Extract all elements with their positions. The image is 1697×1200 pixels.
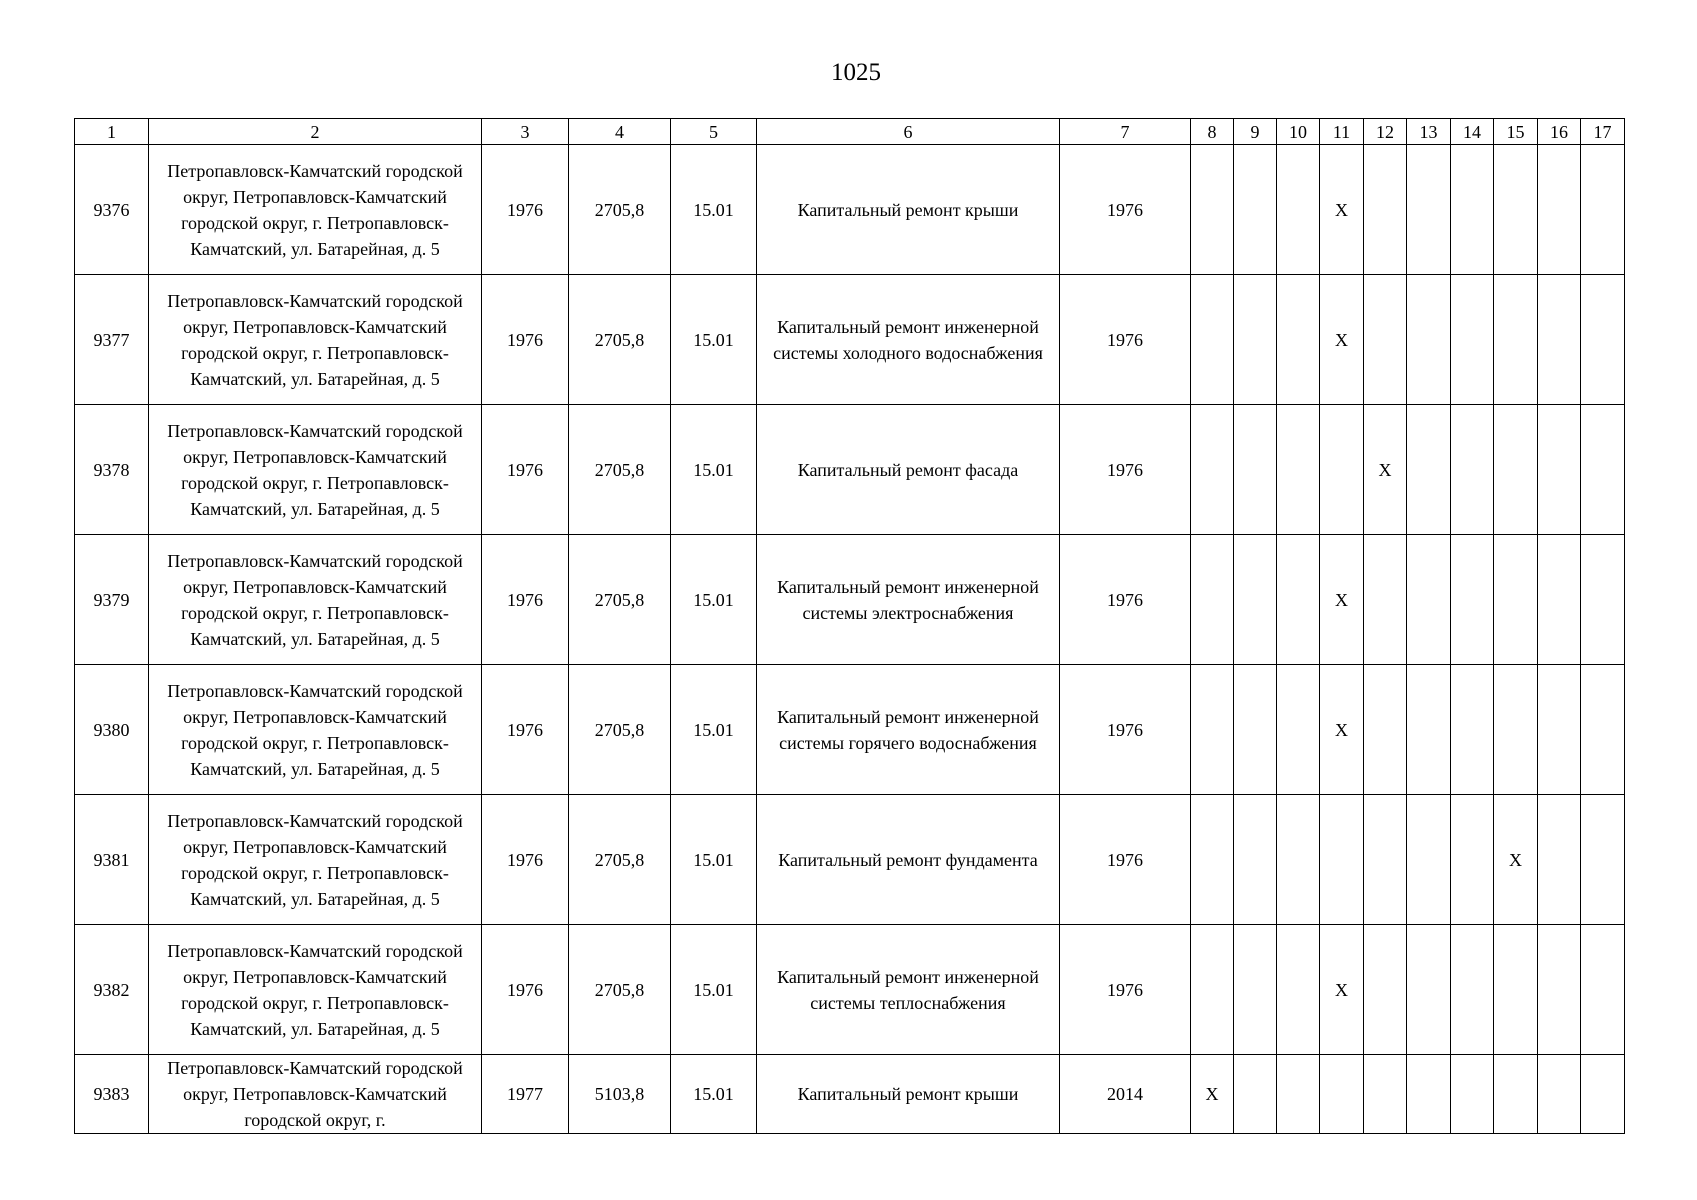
mark-cell [1581,1055,1625,1134]
year-cell: 1976 [1060,145,1191,275]
mark-cell [1364,665,1407,795]
mark-cell [1191,925,1234,1055]
mark-cell: X [1320,665,1364,795]
column-header: 12 [1364,119,1407,145]
mark-cell [1538,145,1581,275]
row-number-cell: 9381 [75,795,149,925]
mark-cell [1320,405,1364,535]
work-type-cell: Капитальный ремонт крыши [757,145,1060,275]
mark-cell [1538,665,1581,795]
area-cell: 2705,8 [569,925,671,1055]
mark-cell [1407,665,1451,795]
mark-cell [1494,1055,1538,1134]
year-cell: 1976 [1060,405,1191,535]
work-type-cell: Капитальный ремонт инженерной системы горячего водоснабжения [757,665,1060,795]
mark-cell [1581,535,1625,665]
mark-cell [1538,275,1581,405]
area-cell: 2705,8 [569,275,671,405]
column-header: 1 [75,119,149,145]
address-cell: Петропавловск-Камчатский городской округ, Петропавловск-Камчатский городской округ, г. Петропавловск-Камчатский, ул. Батарейная, д. 5 [149,665,482,795]
mark-cell [1234,1055,1277,1134]
mark-cell [1277,145,1320,275]
mark-cell [1364,925,1407,1055]
mark-cell [1234,275,1277,405]
mark-cell [1277,795,1320,925]
mark-cell [1494,275,1538,405]
mark-cell [1277,925,1320,1055]
mark-cell [1451,145,1494,275]
table-row [75,665,1625,795]
mark-cell: X [1320,925,1364,1055]
mark-cell [1191,405,1234,535]
area-cell: 2705,8 [569,795,671,925]
mark-cell [1277,1055,1320,1134]
mark-cell [1277,405,1320,535]
work-type-cell: Капитальный ремонт фасада [757,405,1060,535]
mark-cell [1320,1055,1364,1134]
column-header: 3 [482,119,569,145]
mark-cell [1494,665,1538,795]
mark-cell [1234,665,1277,795]
mark-cell [1191,795,1234,925]
mark-cell [1451,535,1494,665]
address-cell: Петропавловск-Камчатский городской округ, Петропавловск-Камчатский городской округ, г. Петропавловск-Камчатский, ул. Батарейная, д. 5 [149,275,482,405]
table-row [75,275,1625,405]
column-header: 10 [1277,119,1320,145]
mark-cell [1234,925,1277,1055]
mark-cell [1320,795,1364,925]
year-built-cell: 1976 [482,795,569,925]
year-cell: 1976 [1060,925,1191,1055]
table-row [75,405,1625,535]
mark-cell [1581,275,1625,405]
mark-cell [1364,275,1407,405]
mark-cell [1407,275,1451,405]
work-type-cell: Капитальный ремонт крыши [757,1055,1060,1134]
mark-cell [1451,405,1494,535]
column-header: 5 [671,119,757,145]
row-number-cell: 9382 [75,925,149,1055]
table-row [75,795,1625,925]
row-number-cell: 9378 [75,405,149,535]
mark-cell [1364,145,1407,275]
column-header: 14 [1451,119,1494,145]
column-header: 4 [569,119,671,145]
column-header: 6 [757,119,1060,145]
table-row [75,145,1625,275]
mark-cell [1234,405,1277,535]
year-built-cell: 1976 [482,405,569,535]
work-type-cell: Капитальный ремонт инженерной системы холодного водоснабжения [757,275,1060,405]
mark-cell [1581,925,1625,1055]
code-cell: 15.01 [671,925,757,1055]
row-number-cell: 9376 [75,145,149,275]
year-cell: 1976 [1060,665,1191,795]
mark-cell [1407,925,1451,1055]
column-header: 11 [1320,119,1364,145]
mark-cell [1234,795,1277,925]
mark-cell [1538,795,1581,925]
column-header: 2 [149,119,482,145]
page-number: 1025 [831,59,881,86]
year-cell: 1976 [1060,795,1191,925]
address-cell: Петропавловск-Камчатский городской округ, Петропавловск-Камчатский городской округ, г. Петропавловск-Камчатский, ул. Батарейная, д. 5 [149,795,482,925]
year-built-cell: 1976 [482,275,569,405]
area-cell: 2705,8 [569,405,671,535]
mark-cell: X [1494,795,1538,925]
mark-cell [1277,535,1320,665]
mark-cell [1277,665,1320,795]
mark-cell [1234,145,1277,275]
column-header: 8 [1191,119,1234,145]
mark-cell [1451,1055,1494,1134]
mark-cell [1407,535,1451,665]
row-number-cell: 9379 [75,535,149,665]
year-cell: 1976 [1060,275,1191,405]
mark-cell [1581,405,1625,535]
column-header: 13 [1407,119,1451,145]
mark-cell [1494,535,1538,665]
mark-cell [1191,535,1234,665]
year-cell: 2014 [1060,1055,1191,1134]
mark-cell: X [1320,275,1364,405]
mark-cell: X [1320,145,1364,275]
mark-cell [1407,145,1451,275]
area-cell: 2705,8 [569,145,671,275]
mark-cell [1451,925,1494,1055]
mark-cell [1407,1055,1451,1134]
code-cell: 15.01 [671,405,757,535]
year-built-cell: 1976 [482,535,569,665]
mark-cell [1191,275,1234,405]
mark-cell: X [1364,405,1407,535]
row-number-cell: 9377 [75,275,149,405]
mark-cell [1451,275,1494,405]
mark-cell [1191,145,1234,275]
code-cell: 15.01 [671,665,757,795]
work-type-cell: Капитальный ремонт инженерной системы теплоснабжения [757,925,1060,1055]
table-row [75,535,1625,665]
mark-cell [1538,405,1581,535]
code-cell: 15.01 [671,145,757,275]
year-cell: 1976 [1060,535,1191,665]
mark-cell [1407,795,1451,925]
mark-cell [1407,405,1451,535]
year-built-cell: 1976 [482,925,569,1055]
area-cell: 2705,8 [569,535,671,665]
address-cell: Петропавловск-Камчатский городской округ, Петропавловск-Камчатский городской округ, г. [149,1055,482,1134]
column-header: 7 [1060,119,1191,145]
mark-cell [1494,925,1538,1055]
year-built-cell: 1976 [482,145,569,275]
column-header: 9 [1234,119,1277,145]
table-header-row [75,119,1625,145]
area-cell: 2705,8 [569,665,671,795]
mark-cell [1581,145,1625,275]
code-cell: 15.01 [671,1055,757,1134]
address-cell: Петропавловск-Камчатский городской округ, Петропавловск-Камчатский городской округ, г. Петропавловск-Камчатский, ул. Батарейная, д. 5 [149,535,482,665]
mark-cell [1277,275,1320,405]
column-header: 15 [1494,119,1538,145]
year-built-cell: 1977 [482,1055,569,1134]
code-cell: 15.01 [671,795,757,925]
address-cell: Петропавловск-Камчатский городской округ, Петропавловск-Камчатский городской округ, г. Петропавловск-Камчатский, ул. Батарейная, д. 5 [149,925,482,1055]
mark-cell [1538,1055,1581,1134]
mark-cell [1364,1055,1407,1134]
mark-cell [1494,405,1538,535]
mark-cell [1538,535,1581,665]
row-number-cell: 9380 [75,665,149,795]
mark-cell [1494,145,1538,275]
registry-table [74,118,1625,1134]
mark-cell [1234,535,1277,665]
column-header: 16 [1538,119,1581,145]
mark-cell [1581,795,1625,925]
mark-cell: X [1191,1055,1234,1134]
code-cell: 15.01 [671,275,757,405]
column-header: 17 [1581,119,1625,145]
mark-cell [1364,535,1407,665]
mark-cell [1191,665,1234,795]
code-cell: 15.01 [671,535,757,665]
work-type-cell: Капитальный ремонт фундамента [757,795,1060,925]
address-cell: Петропавловск-Камчатский городской округ, Петропавловск-Камчатский городской округ, г. Петропавловск-Камчатский, ул. Батарейная, д. 5 [149,145,482,275]
mark-cell [1581,665,1625,795]
table-row [75,925,1625,1055]
mark-cell: X [1320,535,1364,665]
row-number-cell: 9383 [75,1055,149,1134]
address-cell: Петропавловск-Камчатский городской округ, Петропавловск-Камчатский городской округ, г. Петропавловск-Камчатский, ул. Батарейная, д. 5 [149,405,482,535]
year-built-cell: 1976 [482,665,569,795]
table-row [75,1055,1625,1134]
area-cell: 5103,8 [569,1055,671,1134]
work-type-cell: Капитальный ремонт инженерной системы электроснабжения [757,535,1060,665]
mark-cell [1451,795,1494,925]
mark-cell [1451,665,1494,795]
mark-cell [1538,925,1581,1055]
mark-cell [1364,795,1407,925]
